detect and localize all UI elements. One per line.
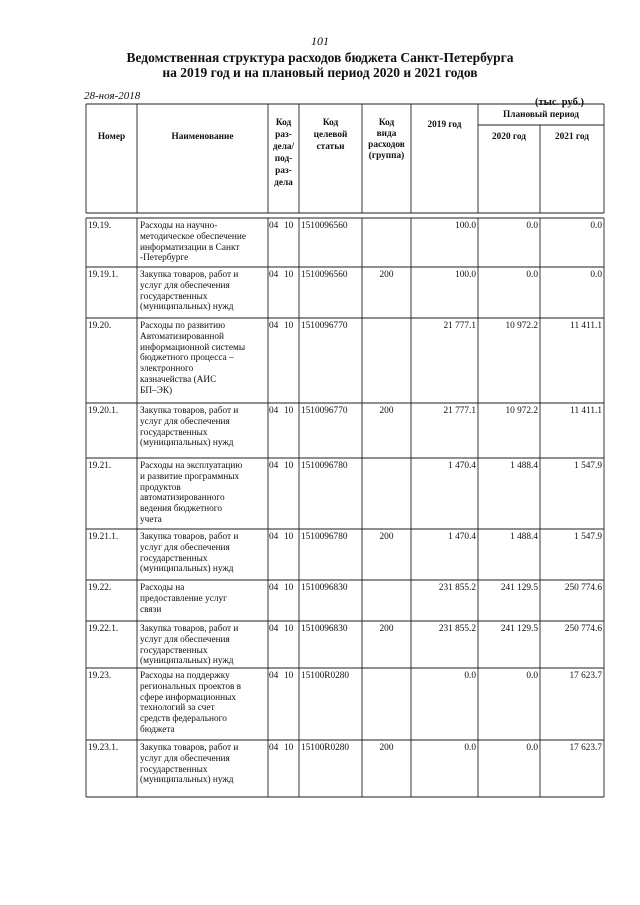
row-subsection-code: 10 [284, 406, 294, 416]
row-name-line: (муниципальных) нужд [140, 775, 234, 786]
row-name-line: БП–ЭК) [140, 385, 173, 396]
row-name-line: услуг для обеспечения [140, 634, 230, 645]
row-name-line: (муниципальных) нужд [140, 656, 234, 667]
row-number: 19.21.1. [88, 532, 119, 542]
row-target-code: 1510096830 [301, 624, 348, 634]
row-value-2019: 231 855.2 [438, 624, 476, 634]
row-value-2021: 17 623.7 [569, 671, 602, 681]
row-value-2019: 21 777.1 [443, 406, 476, 416]
row-value-2021: 250 774.6 [564, 624, 602, 634]
row-name-line: государственных [140, 645, 208, 656]
header-year-2020: 2020 год [492, 132, 526, 142]
row-subsection-code: 10 [284, 532, 294, 542]
row-section-code: 04 [269, 671, 279, 681]
row-type-code: 200 [379, 532, 394, 542]
row-number: 19.23. [88, 671, 112, 681]
row-subsection-code: 10 [284, 270, 294, 280]
row-section-code: 04 [269, 221, 279, 231]
row-section-code: 04 [269, 270, 279, 280]
row-section-code: 04 [269, 532, 279, 542]
row-section-code: 04 [269, 406, 279, 416]
header-number: Номер [97, 132, 126, 142]
row-name-line: информационной системы [140, 342, 246, 353]
row-subsection-code: 10 [284, 671, 294, 681]
row-target-code: 1510096770 [301, 321, 348, 331]
row-name-line: продуктов [140, 482, 181, 493]
row-name-line: услуг для обеспечения [140, 753, 230, 764]
row-section-code: 04 [269, 461, 279, 471]
row-section-code: 04 [269, 321, 279, 331]
row-number: 19.23.1. [88, 743, 119, 753]
row-value-2021: 17 623.7 [569, 743, 602, 753]
row-type-code: 200 [379, 406, 394, 416]
row-value-2020: 241 129.5 [500, 624, 538, 634]
row-name-line: Закупка товаров, работ и [140, 532, 239, 542]
row-name-line: региональных проектов в [140, 681, 242, 692]
row-value-2021: 1 547.9 [574, 532, 602, 542]
header-section-code: раз- [275, 166, 292, 176]
header-target-code: целевой [313, 130, 348, 140]
row-name-line: (муниципальных) нужд [140, 302, 234, 313]
row-name-line: связи [140, 604, 162, 615]
row-name-line: электронного [140, 364, 194, 375]
row-name-line: информатизации в Санкт [140, 242, 240, 253]
row-number: 19.22. [88, 583, 112, 593]
row-name-line: государственных [140, 427, 208, 438]
row-name-line: и развитие программных [140, 471, 240, 482]
row-value-2020: 10 972.2 [505, 321, 538, 331]
row-target-code: 1510096770 [301, 406, 348, 416]
row-name-line: -Петербурге [140, 253, 189, 264]
row-name-line: сфере информационных [140, 692, 237, 703]
title-line-1: Ведомственная структура расходов бюджета Санкт-Петербурга [126, 50, 514, 65]
row-subsection-code: 10 [284, 321, 294, 331]
header-section-code: под- [274, 154, 293, 164]
row-value-2019: 100.0 [455, 270, 476, 280]
row-name-line: государственных [140, 553, 208, 564]
row-name-line: услуг для обеспечения [140, 416, 230, 427]
row-number: 19.20. [88, 321, 112, 331]
row-name-line: предоставление услуг [140, 593, 227, 604]
header-type-code: вида [376, 129, 397, 139]
title-line-2: на 2019 год и на плановый период 2020 и 2021 годов [162, 65, 478, 80]
report-date: 28-ноя-2018 [84, 90, 141, 102]
row-name-line: Расходы на эксплуатацию [140, 461, 243, 471]
header-plan-period: Плановый период [503, 110, 579, 120]
row-name-line: учета [140, 515, 162, 525]
row-value-2020: 1 488.4 [510, 532, 538, 542]
header-section-code: дела [274, 178, 293, 188]
row-value-2019: 1 470.4 [448, 532, 476, 542]
row-number: 19.19. [88, 221, 112, 231]
header-target-code: статьи [316, 142, 345, 152]
row-name-line: Закупка товаров, работ и [140, 743, 239, 753]
header-type-code: (группа) [368, 151, 405, 161]
row-value-2021: 11 411.1 [570, 321, 602, 331]
row-type-code: 200 [379, 743, 394, 753]
row-name-line: Расходы по развитию [140, 321, 226, 331]
header-name: Наименование [171, 132, 234, 142]
header-type-code: расходов [368, 140, 405, 150]
row-name-line: услуг для обеспечения [140, 280, 230, 291]
row-value-2020: 241 129.5 [500, 583, 538, 593]
row-name-line: Расходы на научно- [140, 221, 218, 231]
row-target-code: 15100R0280 [301, 671, 350, 681]
row-name-line: услуг для обеспечения [140, 542, 230, 553]
row-number: 19.22.1. [88, 624, 119, 634]
row-number: 19.19.1. [88, 270, 119, 280]
row-value-2020: 0.0 [526, 221, 538, 231]
row-name-line: Расходы на [140, 583, 185, 593]
row-name-line: автоматизированного [140, 493, 225, 504]
row-subsection-code: 10 [284, 624, 294, 634]
row-name-line: технологий за счет [140, 703, 215, 714]
units-label: (тыс. руб.) [535, 97, 584, 108]
row-name-line: казначейства (АИС [140, 375, 217, 385]
row-subsection-code: 10 [284, 461, 294, 471]
row-name-line: бюджетного процесса – [140, 353, 234, 364]
row-target-code: 1510096780 [301, 532, 348, 542]
row-name-line: методическое обеспечение [140, 231, 246, 242]
row-value-2020: 0.0 [526, 743, 538, 753]
header-section-code: дела/ [272, 142, 295, 152]
row-name-line: Автоматизированной [140, 331, 224, 342]
row-subsection-code: 10 [284, 583, 294, 593]
row-value-2020: 1 488.4 [510, 461, 538, 471]
row-value-2019: 0.0 [464, 671, 476, 681]
row-name-line: государственных [140, 764, 208, 775]
row-value-2019: 100.0 [455, 221, 476, 231]
row-value-2020: 10 972.2 [505, 406, 538, 416]
row-subsection-code: 10 [284, 743, 294, 753]
row-name-line: средств федерального [140, 714, 227, 725]
row-type-code: 200 [379, 624, 394, 634]
row-number: 19.21. [88, 461, 112, 471]
row-name-line: ведения бюджетного [140, 504, 223, 515]
row-subsection-code: 10 [284, 221, 294, 231]
row-target-code: 1510096560 [301, 270, 348, 280]
row-value-2021: 11 411.1 [570, 406, 602, 416]
row-value-2019: 231 855.2 [438, 583, 476, 593]
row-value-2021: 250 774.6 [564, 583, 602, 593]
row-value-2020: 0.0 [526, 671, 538, 681]
row-target-code: 1510096780 [301, 461, 348, 471]
row-value-2021: 0.0 [590, 221, 602, 231]
row-name-line: (муниципальных) нужд [140, 564, 234, 575]
row-section-code: 04 [269, 624, 279, 634]
row-target-code: 1510096830 [301, 583, 348, 593]
row-value-2021: 0.0 [590, 270, 602, 280]
row-target-code: 15100R0280 [301, 743, 350, 753]
header-target-code: Код [322, 118, 339, 128]
row-section-code: 04 [269, 743, 279, 753]
row-name-line: (муниципальных) нужд [140, 438, 234, 449]
header-year-2021: 2021 год [555, 132, 589, 142]
row-name-line: государственных [140, 291, 208, 302]
row-name-line: бюджета [140, 725, 175, 735]
row-number: 19.20.1. [88, 406, 119, 416]
row-value-2021: 1 547.9 [574, 461, 602, 471]
row-name-line: Закупка товаров, работ и [140, 406, 239, 416]
header-type-code: Код [378, 118, 395, 128]
row-value-2019: 0.0 [464, 743, 476, 753]
page-number: 101 [311, 34, 329, 48]
row-value-2019: 1 470.4 [448, 461, 476, 471]
row-value-2020: 0.0 [526, 270, 538, 280]
row-name-line: Расходы на поддержку [140, 671, 230, 681]
header-year-2019: 2019 год [427, 120, 462, 130]
row-value-2019: 21 777.1 [443, 321, 476, 331]
row-type-code: 200 [379, 270, 394, 280]
row-target-code: 1510096560 [301, 221, 348, 231]
header-section-code: раз- [275, 130, 292, 140]
row-name-line: Закупка товаров, работ и [140, 270, 239, 280]
row-section-code: 04 [269, 583, 279, 593]
row-name-line: Закупка товаров, работ и [140, 624, 239, 634]
header-section-code: Код [275, 118, 292, 128]
